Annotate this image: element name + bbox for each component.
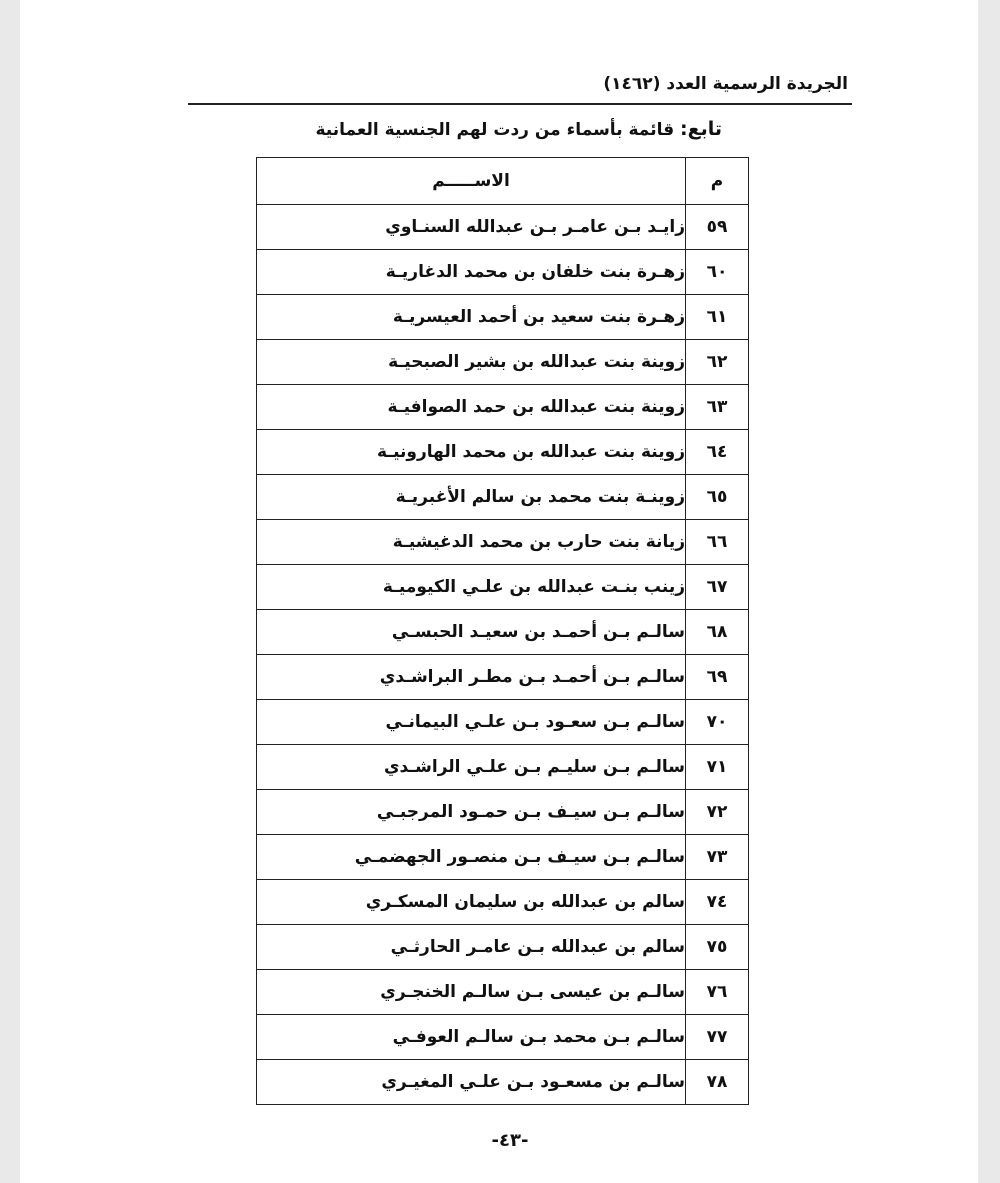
- table-row: [257, 340, 749, 385]
- page-number: -٤٣-: [491, 1130, 529, 1151]
- table-row: [257, 475, 749, 520]
- row-name: سالم بن عبدالله بن سليمان المسكـري: [257, 880, 686, 925]
- row-number: ٧٠: [686, 700, 749, 745]
- row-name: سالـم بـن سيـف بـن حمـود المرجبـي: [257, 790, 686, 835]
- row-name: سالـم بـن أحمـد بن سعيـد الحبسـي: [257, 610, 686, 655]
- row-number: ٧٨: [686, 1060, 749, 1105]
- row-number: ٦١: [686, 295, 749, 340]
- row-number: ٥٩: [686, 205, 749, 250]
- table-row: [257, 880, 749, 925]
- table-row: [257, 655, 749, 700]
- list-title: [276, 118, 722, 140]
- row-number: ٧٢: [686, 790, 749, 835]
- row-number: ٦٧: [686, 565, 749, 610]
- table-row: [257, 970, 749, 1015]
- table-header-row: [257, 158, 749, 205]
- row-name: زايـد بـن عامـر بـن عبدالله السنـاوي: [257, 205, 686, 250]
- row-number: ٧٣: [686, 835, 749, 880]
- row-number: ٦٤: [686, 430, 749, 475]
- row-name: زينب بنـت عبدالله بن علـي الكيوميـة: [257, 565, 686, 610]
- row-name: سالـم بـن سيـف بـن منصـور الجهضمـي: [257, 835, 686, 880]
- row-number: ٦٦: [686, 520, 749, 565]
- table-row: [257, 835, 749, 880]
- table-row: [257, 565, 749, 610]
- column-header-name: الاســـــم: [257, 158, 686, 205]
- row-name: سالـم بـن سليـم بـن علـي الراشـدي: [257, 745, 686, 790]
- row-name: زوينة بنت عبدالله بن حمد الصوافيـة: [257, 385, 686, 430]
- row-name: سالـم بن عيسى بـن سالـم الخنجـري: [257, 970, 686, 1015]
- row-number: ٧٧: [686, 1015, 749, 1060]
- row-name: زهـرة بنت خلفان بن محمد الدغاريـة: [257, 250, 686, 295]
- table-row: [257, 745, 749, 790]
- table-row: [257, 1015, 749, 1060]
- table-row: [257, 430, 749, 475]
- table-row: [257, 1060, 749, 1105]
- table-row: [257, 295, 749, 340]
- row-number: ٦٢: [686, 340, 749, 385]
- row-number: ٧١: [686, 745, 749, 790]
- row-number: ٧٦: [686, 970, 749, 1015]
- row-number: ٦٨: [686, 610, 749, 655]
- row-name: زهـرة بنت سعيد بن أحمد العيسريـة: [257, 295, 686, 340]
- table-row: [257, 520, 749, 565]
- column-header-number: م: [686, 158, 749, 205]
- table-row: [257, 700, 749, 745]
- table-row: [257, 250, 749, 295]
- row-number: ٦٥: [686, 475, 749, 520]
- row-number: ٦٣: [686, 385, 749, 430]
- row-name: سالـم بـن محمد بـن سالـم العوفـي: [257, 1015, 686, 1060]
- row-number: ٦٩: [686, 655, 749, 700]
- table-row: [257, 385, 749, 430]
- row-name: سالم بن عبدالله بـن عامـر الحارثـي: [257, 925, 686, 970]
- row-number: ٦٠: [686, 250, 749, 295]
- row-name: سالـم بن مسعـود بـن علـي المغيـري: [257, 1060, 686, 1105]
- list-title-lead: تابع:: [680, 118, 722, 140]
- table-row: [257, 205, 749, 250]
- running-header: الجريدة الرسمية العدد (١٤٦٢): [603, 74, 848, 94]
- table-row: [257, 610, 749, 655]
- header-rule: [188, 103, 852, 105]
- list-title-text: قائمة بأسماء من ردت لهم الجنسية العمانية: [315, 120, 681, 140]
- row-name: زوينة بنت عبدالله بن بشير الصبحيـة: [257, 340, 686, 385]
- row-name: زوينة بنت عبدالله بن محمد الهارونيـة: [257, 430, 686, 475]
- row-name: سالـم بـن أحمـد بـن مطـر البراشـدي: [257, 655, 686, 700]
- row-number: ٧٤: [686, 880, 749, 925]
- row-number: ٧٥: [686, 925, 749, 970]
- table-row: [257, 790, 749, 835]
- row-name: سالـم بـن سعـود بـن علـي البيمانـي: [257, 700, 686, 745]
- document-page: [20, 0, 978, 1183]
- names-table: [256, 157, 749, 1105]
- row-name: زيانة بنت حارب بن محمد الدغيشيـة: [257, 520, 686, 565]
- row-name: زوينـة بنت محمد بن سالم الأغبريـة: [257, 475, 686, 520]
- table-row: [257, 925, 749, 970]
